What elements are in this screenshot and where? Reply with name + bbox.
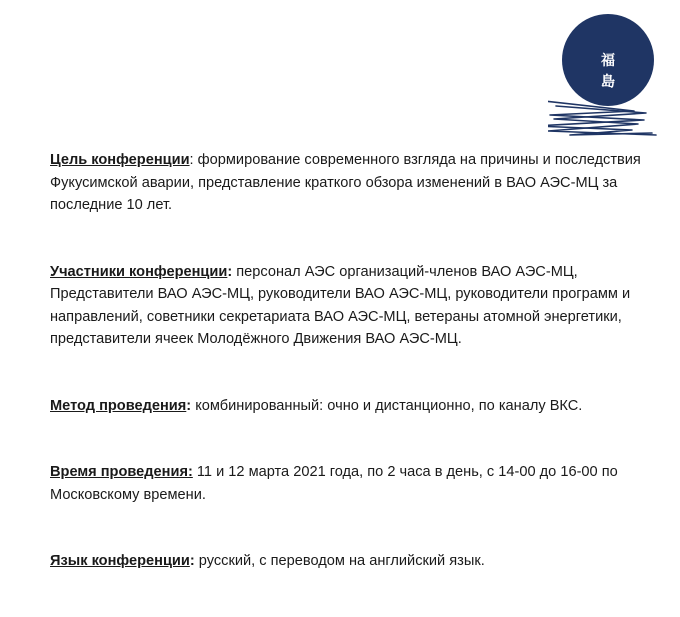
section-time [50, 461, 650, 506]
section-goal-colon: : [189, 152, 194, 168]
section-language [50, 550, 650, 573]
section-participants-label: Участники конференции [50, 263, 228, 280]
section-goal [50, 149, 650, 217]
section-method-colon: : [186, 397, 192, 414]
section-method [50, 395, 650, 418]
section-language-text: русский, с переводом на английский язык. [194, 553, 485, 569]
logo-wave-lines [548, 101, 656, 135]
section-participants-text: персонал АЭС организаций-членов ВАО АЭС-МЦ, Представители ВАО АЭС-МЦ, руководители ВАО АЭС-МЦ, руководители программ и направлений, советники секретариата ВАО АЭС-МЦ, ветераны атомной энергетики, представители ячеек Молодёжного Движения ВАО АЭС-МЦ. [50, 263, 631, 347]
section-language-colon: : [189, 553, 195, 569]
logo-kanji [593, 51, 623, 93]
section-time-label: Время проведения: [50, 464, 193, 480]
logo-kanji-line1: 福 [601, 53, 615, 69]
section-method-text: комбинированный: очно и дистанционно, по каналу ВКС. [191, 397, 583, 414]
conference-info [50, 149, 650, 617]
logo-kanji-line2: 島 [601, 74, 615, 90]
section-goal-label: Цель конференции [50, 152, 190, 168]
section-participants [50, 261, 650, 351]
section-goal-text: формирование современного взгляда на причины и последствия Фукусимской аварии, представление краткого обзора изменений в ВАО АЭС-МЦ за последние 10 лет. [50, 152, 641, 213]
fukushima-logo [548, 14, 668, 138]
section-language-label: Язык конференции [50, 553, 190, 569]
section-method-label: Метод проведения [50, 397, 187, 414]
section-participants-colon: : [227, 263, 233, 280]
section-time-text: 11 и 12 марта 2021 года, по 2 часа в день, с 14-00 до 16-00 по Московскому времени. [50, 464, 618, 503]
